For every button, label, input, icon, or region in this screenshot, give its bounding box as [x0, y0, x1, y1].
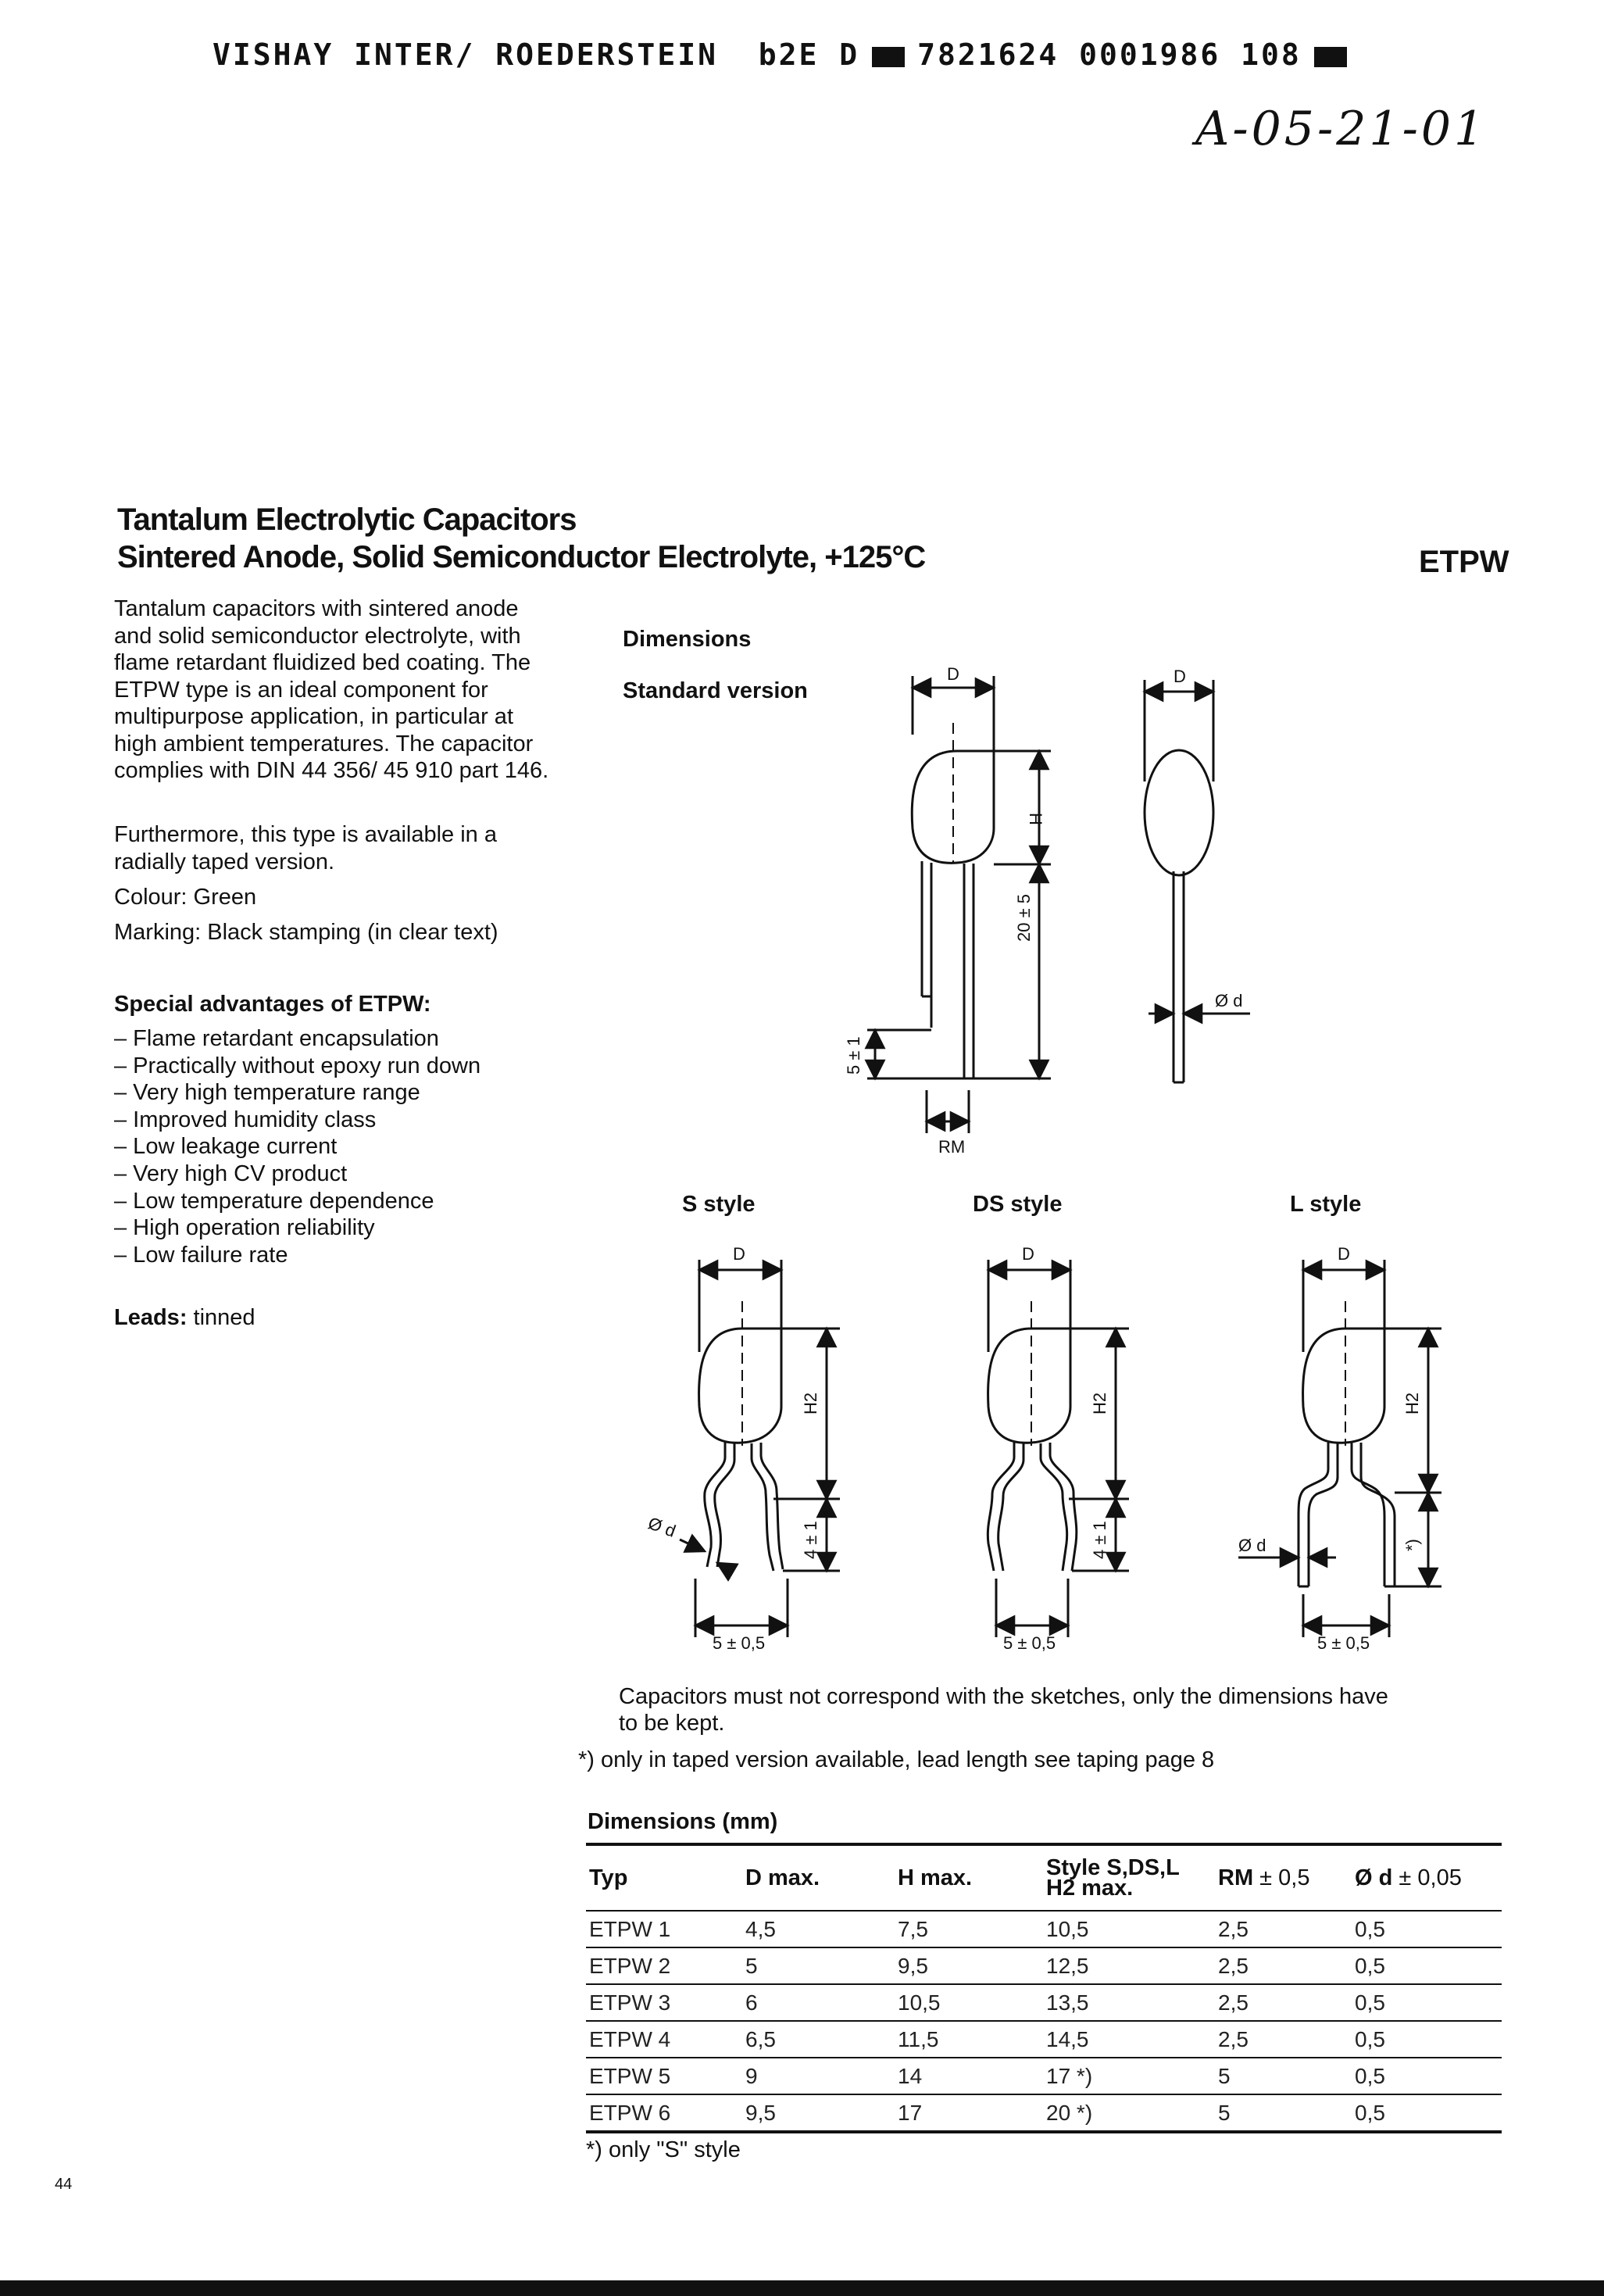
- leads-value: tinned: [193, 1305, 255, 1330]
- taped-paragraph: Furthermore, this type is available in a radially taped version.: [114, 822, 497, 874]
- table-cell: 2,5: [1215, 1984, 1352, 2021]
- col-rm-label: RM: [1218, 1865, 1254, 1890]
- label-h: H: [1026, 813, 1045, 825]
- table-cell: 5: [1215, 2094, 1352, 2132]
- label-spacing: 5 ± 0,5: [1317, 1633, 1370, 1653]
- table-row: [586, 2058, 1502, 2094]
- col-od-tolerance: ± 0,05: [1399, 1865, 1462, 1890]
- taped-note: *) only in taped version available, lead length see taping page 8: [578, 1747, 1215, 1772]
- table-cell: 10,5: [1043, 1911, 1215, 1947]
- list-item: – Improved humidity class: [114, 1107, 377, 1132]
- table-cell: ETPW 2: [586, 1947, 742, 1984]
- handwritten-note: A-05-21-01: [1195, 102, 1488, 156]
- s-style-heading: S style: [682, 1192, 756, 1217]
- table-row: [586, 1984, 1502, 2021]
- table-cell: 10,5: [895, 1984, 1043, 2021]
- list-item: – High operation reliability: [114, 1215, 375, 1241]
- label-stub: 5 ± 1: [844, 1036, 863, 1075]
- table-cell: ETPW 4: [586, 2021, 742, 2058]
- table-cell: 0,5: [1352, 2058, 1502, 2094]
- label-od: Ø d: [1215, 991, 1243, 1010]
- series-name: ETPW: [1419, 545, 1509, 579]
- table-cell: 6,5: [742, 2021, 895, 2058]
- table-cell: 14,5: [1043, 2021, 1215, 2058]
- table-cell: 5: [742, 1947, 895, 1984]
- table-cell: 20 *): [1043, 2094, 1215, 2132]
- list-item: – Very high CV product: [114, 1161, 348, 1186]
- label-od: Ø d: [645, 1513, 679, 1541]
- label-d: D: [1022, 1244, 1034, 1264]
- table-cell: 7,5: [895, 1911, 1043, 1947]
- label-d: D: [1338, 1244, 1350, 1264]
- table-header-row: [586, 1844, 1502, 1911]
- table-row: [586, 1947, 1502, 1984]
- table-cell: ETPW 5: [586, 2058, 742, 2094]
- table-cell: 11,5: [895, 2021, 1043, 2058]
- col-rm: [1215, 1844, 1352, 1911]
- list-item: – Low temperature dependence: [114, 1188, 434, 1214]
- dimensions-table: [586, 1843, 1502, 2133]
- table-cell: ETPW 3: [586, 1984, 742, 2021]
- standard-side-drawing: [1145, 680, 1250, 1082]
- label-d: D: [947, 664, 959, 684]
- table-cell: 2,5: [1215, 1947, 1352, 1984]
- table-row: [586, 2094, 1502, 2132]
- page-subtitle: Sintered Anode, Solid Semiconductor Electrolyte, +125°C: [117, 540, 926, 574]
- table-title: Dimensions (mm): [588, 1809, 778, 1834]
- table-cell: 9,5: [895, 1947, 1043, 1984]
- col-od-label: Ø d: [1355, 1865, 1393, 1890]
- table-cell: 0,5: [1352, 2094, 1502, 2132]
- col-d-max: D max.: [745, 1865, 820, 1890]
- l-style-heading: L style: [1290, 1192, 1362, 1217]
- label-d: D: [1174, 667, 1186, 686]
- list-item: – Flame retardant encapsulation: [114, 1026, 439, 1051]
- table-cell: 2,5: [1215, 1911, 1352, 1947]
- table-cell: 14: [895, 2058, 1043, 2094]
- intro-paragraph: Tantalum capacitors with sintered anode and solid semiconductor electrolyte, with flame retardant fluidized bed coating. The ETPW type is an ideal component for multipurpose application, in particular at high ambient temperatures. The capacitor complies with DIN 44 356/ 45 910 part 146.: [114, 596, 549, 783]
- page-number: 44: [55, 2176, 73, 2193]
- l-style-drawing: [1238, 1260, 1441, 1637]
- table-cell: ETPW 6: [586, 2094, 742, 2132]
- label-spacing: 5 ± 0,5: [1003, 1633, 1056, 1653]
- label-lead-length: 20 ± 5: [1014, 893, 1034, 942]
- scan-bottom-border: [0, 2280, 1604, 2296]
- col-h2-line2: H2 max.: [1046, 1876, 1134, 1901]
- label-d: D: [733, 1244, 745, 1264]
- list-item: – Very high temperature range: [114, 1080, 420, 1106]
- table-cell: 5: [1215, 2058, 1352, 2094]
- list-item: – Practically without epoxy run down: [114, 1053, 481, 1078]
- page-title: Tantalum Electrolytic Capacitors: [117, 502, 577, 537]
- s-style-drawing: [680, 1260, 840, 1637]
- table-cell: 12,5: [1043, 1947, 1215, 1984]
- list-item: – Low failure rate: [114, 1242, 288, 1268]
- label-rm: RM: [938, 1137, 966, 1157]
- scan-header-text-a: VISHAY INTER/ ROEDERSTEIN b2E D: [213, 38, 860, 72]
- table-cell: 6: [742, 1984, 895, 2021]
- table-row: [586, 2021, 1502, 2058]
- label-kink: 4 ± 1: [1090, 1521, 1109, 1559]
- col-h2-max: [1043, 1844, 1215, 1911]
- label-h2: H2: [1402, 1392, 1422, 1414]
- col-h2-line1: Style S,DS,L: [1046, 1855, 1180, 1880]
- table-cell: 0,5: [1352, 1911, 1502, 1947]
- label-h2: H2: [1090, 1392, 1109, 1414]
- ds-style-drawing: [988, 1260, 1129, 1637]
- table-cell: 0,5: [1352, 1947, 1502, 1984]
- advantages-heading: Special advantages of ETPW:: [114, 992, 431, 1017]
- table-cell: 9,5: [742, 2094, 895, 2132]
- dimensions-heading: Dimensions: [623, 627, 752, 652]
- table-row: [586, 1911, 1502, 1947]
- col-od: [1352, 1844, 1502, 1911]
- table-cell: 17 *): [1043, 2058, 1215, 2094]
- col-typ: Typ: [589, 1865, 628, 1890]
- label-h2: H2: [801, 1392, 820, 1414]
- standard-version-heading: Standard version: [623, 678, 808, 703]
- leads-label: Leads:: [114, 1305, 188, 1330]
- table-cell: 0,5: [1352, 1984, 1502, 2021]
- table-footnote: *) only "S" style: [586, 2137, 741, 2162]
- table-cell: 4,5: [742, 1911, 895, 1947]
- col-rm-tolerance: ± 0,5: [1259, 1865, 1310, 1890]
- colour-text: Colour: Green: [114, 885, 257, 910]
- table-cell: 17: [895, 2094, 1043, 2132]
- col-h-max: H max.: [898, 1865, 973, 1890]
- table-cell: 9: [742, 2058, 895, 2094]
- label-star: *): [1402, 1539, 1422, 1551]
- label-kink: 4 ± 1: [801, 1521, 820, 1559]
- marking-text: Marking: Black stamping (in clear text): [114, 920, 498, 945]
- table-cell: 0,5: [1352, 2021, 1502, 2058]
- list-item: – Low leakage current: [114, 1134, 338, 1160]
- table-cell: ETPW 1: [586, 1911, 742, 1947]
- label-od: Ø d: [1238, 1536, 1266, 1555]
- table-cell: 13,5: [1043, 1984, 1215, 2021]
- table-cell: 2,5: [1215, 2021, 1352, 2058]
- sketch-note: Capacitors must not correspond with the sketches, only the dimensions have to be kept.: [619, 1684, 1388, 1736]
- ds-style-heading: DS style: [973, 1192, 1063, 1217]
- label-spacing: 5 ± 0,5: [713, 1633, 766, 1653]
- scan-header-text-b: 7821624 0001986 108: [917, 38, 1302, 72]
